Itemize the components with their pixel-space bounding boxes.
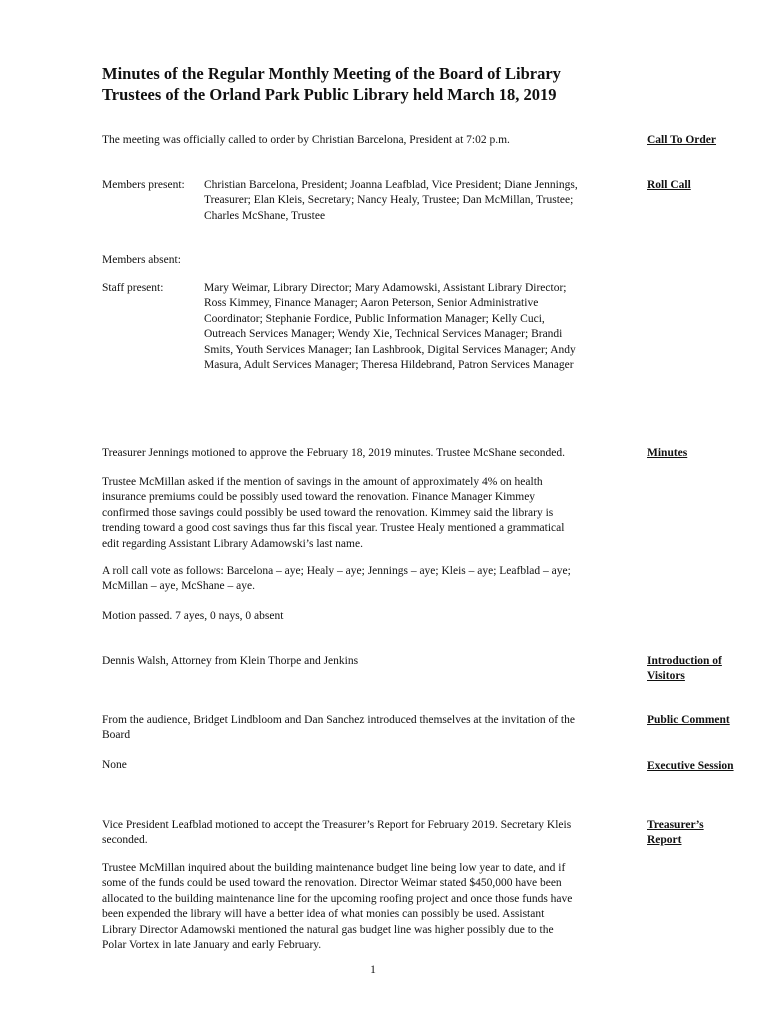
staff-present-line: Ross Kimmey, Finance Manager; Aaron Peterson, Senior Administrative xyxy=(204,297,539,310)
visitors-heading-line: Introduction of xyxy=(647,655,722,667)
paragraph-line: Vice President Leafblad motioned to accept the Treasurer’s Report for February 2019. Secretary Kleis xyxy=(102,819,572,831)
members-present-label: Members present: xyxy=(102,179,185,191)
minutes-motion-result: Motion passed. 7 ayes, 0 nays, 0 absent xyxy=(102,610,284,622)
visitors-text: Dennis Walsh, Attorney from Klein Thorpe and Jenkins xyxy=(102,655,359,667)
call-to-order-text: The meeting was officially called to order by Christian Barcelona, President at 7:02 p.m. xyxy=(102,134,510,146)
members-absent-label: Members absent: xyxy=(102,254,181,266)
minutes-discussion xyxy=(102,475,630,552)
staff-present-list xyxy=(204,281,624,373)
executive-session-text: None xyxy=(102,759,127,771)
title-line-2: Trustees of the Orland Park Public Library held March 18, 2019 xyxy=(102,85,557,104)
paragraph-line: Library Director Adamowski mentioned the natural gas budget line was higher possibly due to the xyxy=(102,923,554,936)
document-title xyxy=(102,63,662,105)
paragraph-line: confirmed those savings could possibly be used toward the renovation. Kimmey said the library is xyxy=(102,506,554,519)
paragraph-line: allocated to the building maintenance line for the upcoming roofing project and once those funds have xyxy=(102,892,573,905)
paragraph-line: From the audience, Bridget Lindbloom and Dan Sanchez introduced themselves at the invitation of the xyxy=(102,714,575,726)
treasurers-report-discussion xyxy=(102,861,630,953)
minutes-roll-call-vote xyxy=(102,564,630,595)
treasurers-report-heading-line: Report xyxy=(647,834,682,847)
minutes-motion: Treasurer Jennings motioned to approve the February 18, 2019 minutes. Trustee McShane seconded. xyxy=(102,447,566,459)
paragraph-line: A roll call vote as follows: Barcelona – aye; Healy – aye; Jennings – aye; Kleis – aye; Leafblad – aye; xyxy=(102,565,571,577)
visitors-heading-line: Visitors xyxy=(647,670,685,683)
paragraph-line: seconded. xyxy=(102,834,148,847)
paragraph-line: Board xyxy=(102,729,131,742)
paragraph-line: McMillan – aye, McShane – aye. xyxy=(102,580,255,593)
staff-present-line: Mary Weimar, Library Director; Mary Adamowski, Assistant Library Director; xyxy=(204,282,567,294)
minutes-heading: Minutes xyxy=(647,447,688,459)
visitors-heading xyxy=(647,654,757,685)
staff-present-line: Coordinator; Stephanie Fordice, Public Information Manager; Kelly Cuci, xyxy=(204,312,545,325)
paragraph-line: Polar Vortex in late January and early February. xyxy=(102,939,322,952)
treasurers-report-heading-line: Treasurer’s xyxy=(647,819,704,831)
members-present-list xyxy=(204,178,624,224)
paragraph-line: trending toward a good cost savings thus far this fiscal year. Trustee Healy mentioned a grammatical xyxy=(102,522,565,535)
members-present-line: Charles McShane, Trustee xyxy=(204,209,326,222)
page-number: 1 xyxy=(370,964,376,976)
staff-present-line: Smits, Youth Services Manager; Ian Lashbrook, Digital Services Manager; Andy xyxy=(204,343,576,356)
paragraph-line: Trustee McMillan inquired about the building maintenance budget line being low year to date, and if xyxy=(102,862,566,874)
public-comment-text xyxy=(102,713,630,744)
members-present-line: Christian Barcelona, President; Joanna Leafblad, Vice President; Diane Jennings, xyxy=(204,179,578,191)
staff-present-line: Outreach Services Manager; Wendy Xie, Technical Services Manager; Brandi xyxy=(204,328,563,341)
paragraph-line: edit regarding Assistant Library Adamowski’s last name. xyxy=(102,537,363,550)
staff-present-line: Masura, Adult Services Manager; Theresa Hildebrand, Patron Services Manager xyxy=(204,359,574,372)
roll-call-heading: Roll Call xyxy=(647,179,691,191)
paragraph-line: some of the funds could be used toward the renovation. Director Weimar stated $450,000 have been xyxy=(102,877,562,890)
executive-session-heading: Executive Session xyxy=(647,760,734,772)
staff-present-label: Staff present: xyxy=(102,282,164,294)
members-present-line: Treasurer; Elan Kleis, Secretary; Nancy Healy, Trustee; Dan McMillan, Trustee; xyxy=(204,194,574,207)
title-line-1: Minutes of the Regular Monthly Meeting of the Board of Library xyxy=(102,64,561,83)
paragraph-line: Trustee McMillan asked if the mention of savings in the amount of approximately 4% on health xyxy=(102,476,543,488)
call-to-order-heading: Call To Order xyxy=(647,134,717,146)
public-comment-heading: Public Comment xyxy=(647,714,730,726)
treasurers-report-motion xyxy=(102,818,630,849)
paragraph-line: insurance premiums could be possibly used toward the renovation. Finance Manager Kimmey xyxy=(102,491,536,504)
treasurers-report-heading xyxy=(647,818,757,849)
paragraph-line: been expended the library will have a better idea of what monies can possibly be used. Assistant xyxy=(102,908,545,921)
